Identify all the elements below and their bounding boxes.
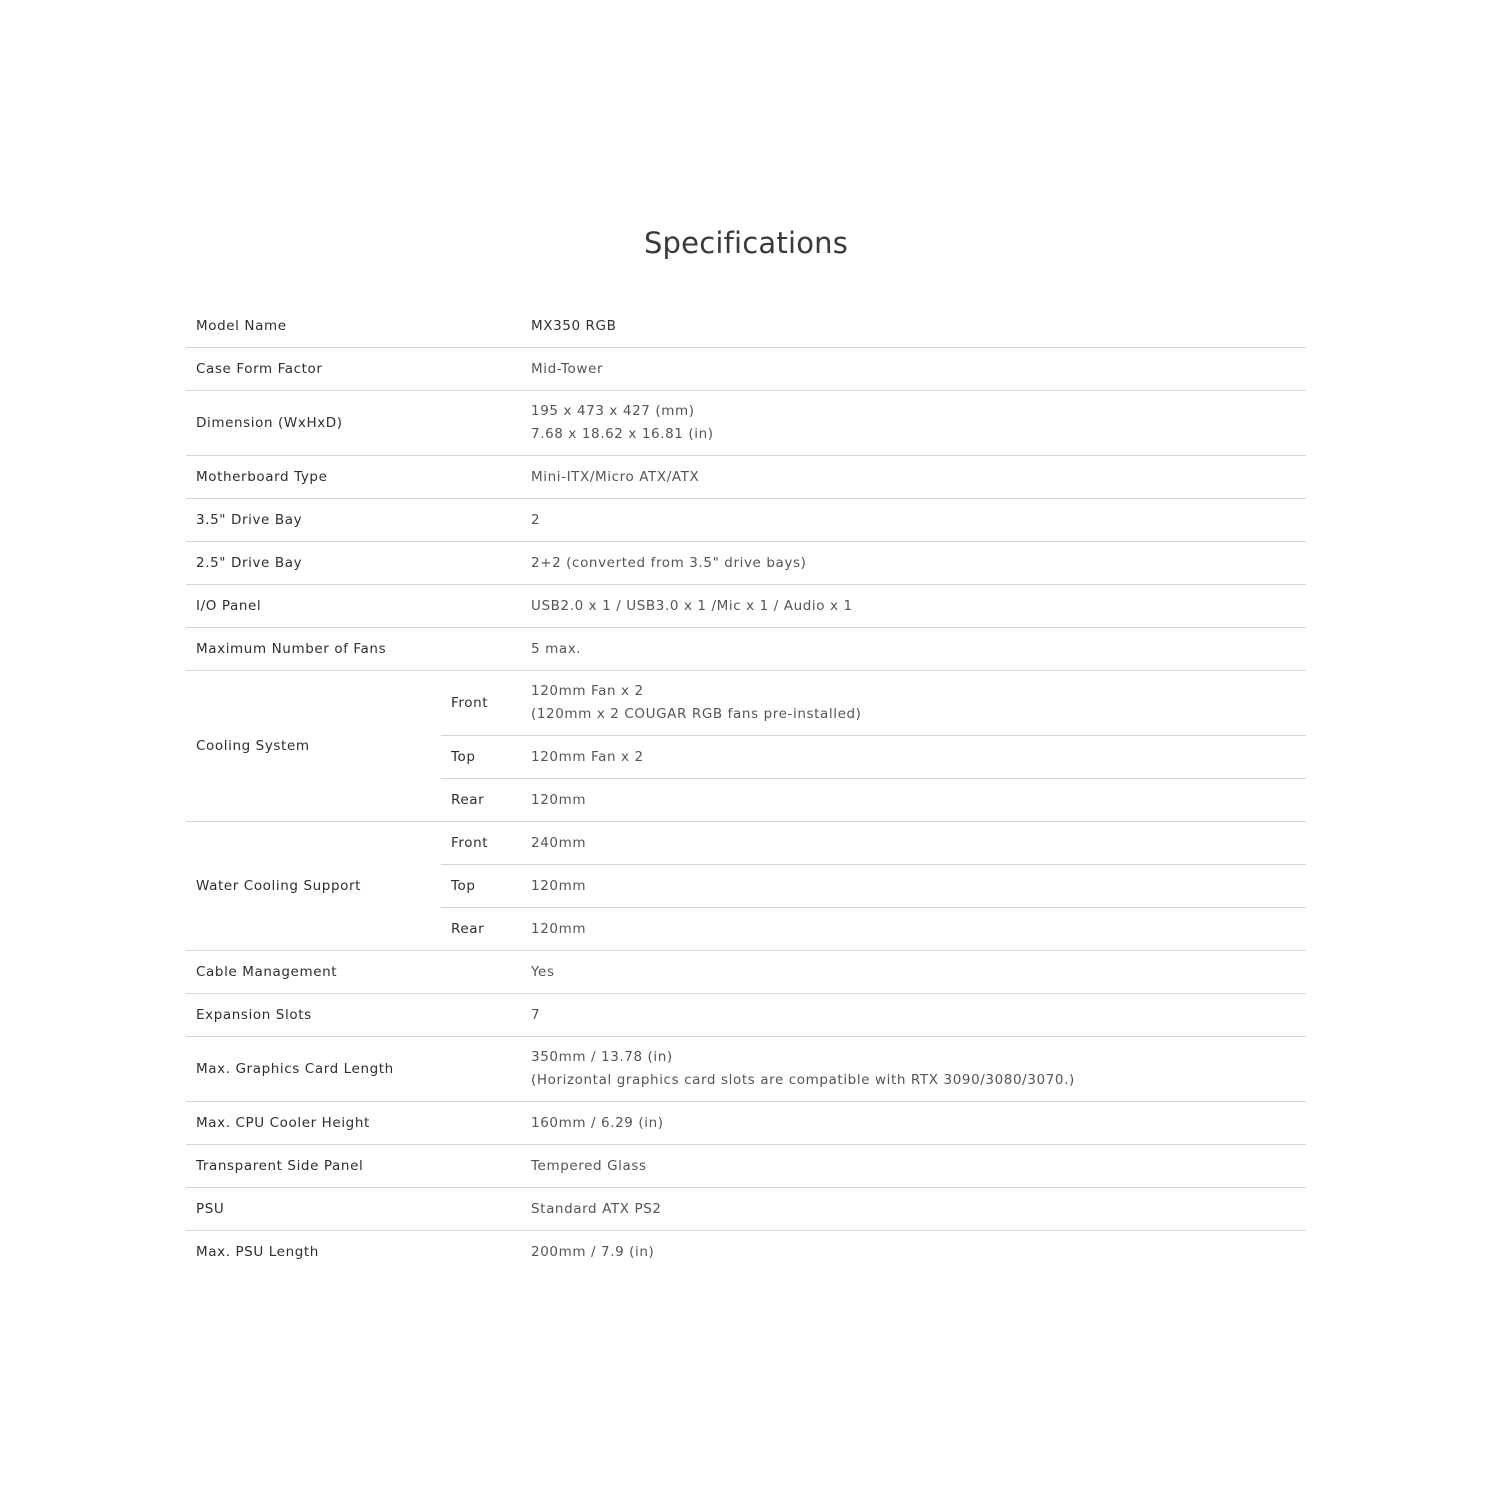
spec-value [531, 671, 1306, 736]
spec-value: 200mm / 7.9 (in) [531, 1243, 655, 1260]
spec-value: 120mm [531, 791, 587, 808]
spec-value [531, 391, 1306, 456]
spec-sub-label: Front [451, 834, 489, 851]
spec-row-side-panel [186, 1145, 1306, 1188]
spec-label: 2.5" Drive Bay [196, 554, 303, 571]
spec-value: 7 [531, 1006, 541, 1023]
spec-label: PSU [196, 1200, 225, 1217]
spec-sub-label: Top [451, 877, 476, 894]
spec-value: 160mm / 6.29 (in) [531, 1114, 664, 1131]
spec-label: Max. PSU Length [196, 1243, 319, 1260]
spec-row-io-panel [186, 585, 1306, 628]
spec-value: MX350 RGB [531, 317, 617, 334]
spec-label: Transparent Side Panel [196, 1157, 364, 1174]
spec-value-line: 195 x 473 x 427 (mm) [531, 403, 695, 419]
spec-value-line: 120mm Fan x 2 [531, 683, 644, 699]
page-title: Specifications [643, 226, 849, 260]
spec-label: Motherboard Type [196, 468, 328, 485]
spec-value: 120mm Fan x 2 [531, 748, 644, 765]
spec-row-expansion-slots [186, 994, 1306, 1037]
spec-value: 120mm [531, 877, 587, 894]
spec-value: 120mm [531, 920, 587, 937]
spec-row-dimension [186, 391, 1306, 456]
spec-row-cooling-front [186, 671, 1306, 736]
spec-value [531, 1037, 1306, 1102]
spec-value: Tempered Glass [531, 1157, 647, 1174]
spec-value: 5 max. [531, 640, 582, 657]
spec-label: Maximum Number of Fans [196, 640, 387, 657]
spec-value: 2+2 (converted from 3.5" drive bays) [531, 554, 807, 571]
spec-row-case-form-factor [186, 348, 1306, 391]
spec-value-line: (120mm x 2 COUGAR RGB fans pre-installed) [531, 706, 862, 722]
spec-label: Cable Management [196, 963, 338, 980]
spec-row-motherboard-type [186, 456, 1306, 499]
spec-value: 240mm [531, 834, 587, 851]
spec-label: Model Name [196, 317, 287, 334]
spec-row-max-cpu-cooler [186, 1102, 1306, 1145]
spec-value-line: 350mm / 13.78 (in) [531, 1049, 673, 1065]
spec-value: 2 [531, 511, 541, 528]
spec-row-model-name [186, 305, 1306, 348]
spec-row-cable-management [186, 951, 1306, 994]
spec-row-water-front [186, 822, 1306, 865]
spec-row-drive-bay-25 [186, 542, 1306, 585]
spec-label: I/O Panel [196, 597, 262, 614]
spec-value: Yes [531, 963, 555, 980]
spec-row-psu [186, 1188, 1306, 1231]
spec-label: Cooling System [196, 737, 310, 754]
spec-value-line: (Horizontal graphics card slots are compatible with RTX 3090/3080/3070.) [531, 1072, 1075, 1088]
spec-value: Mid-Tower [531, 360, 604, 377]
spec-label: 3.5" Drive Bay [196, 511, 303, 528]
spec-value: Standard ATX PS2 [531, 1200, 662, 1217]
spec-sub-label: Rear [451, 791, 485, 808]
spec-label: Max. CPU Cooler Height [196, 1114, 370, 1131]
specifications-table [186, 305, 1306, 1273]
spec-sub-label: Top [451, 748, 476, 765]
spec-label: Max. Graphics Card Length [196, 1060, 394, 1077]
spec-row-max-gpu-length [186, 1037, 1306, 1102]
spec-label: Water Cooling Support [196, 877, 362, 894]
spec-label: Expansion Slots [196, 1006, 312, 1023]
spec-sub-label: Rear [451, 920, 485, 937]
spec-value-line: 7.68 x 18.62 x 16.81 (in) [531, 426, 714, 442]
spec-row-max-fans [186, 628, 1306, 671]
spec-label: Dimension (WxHxD) [196, 414, 343, 431]
spec-value: Mini-ITX/Micro ATX/ATX [531, 468, 700, 485]
spec-sub-label: Front [451, 694, 489, 711]
spec-label: Case Form Factor [196, 360, 323, 377]
spec-row-drive-bay-35 [186, 499, 1306, 542]
spec-value: USB2.0 x 1 / USB3.0 x 1 /Mic x 1 / Audio x 1 [531, 597, 853, 614]
spec-row-max-psu-length [186, 1231, 1306, 1274]
